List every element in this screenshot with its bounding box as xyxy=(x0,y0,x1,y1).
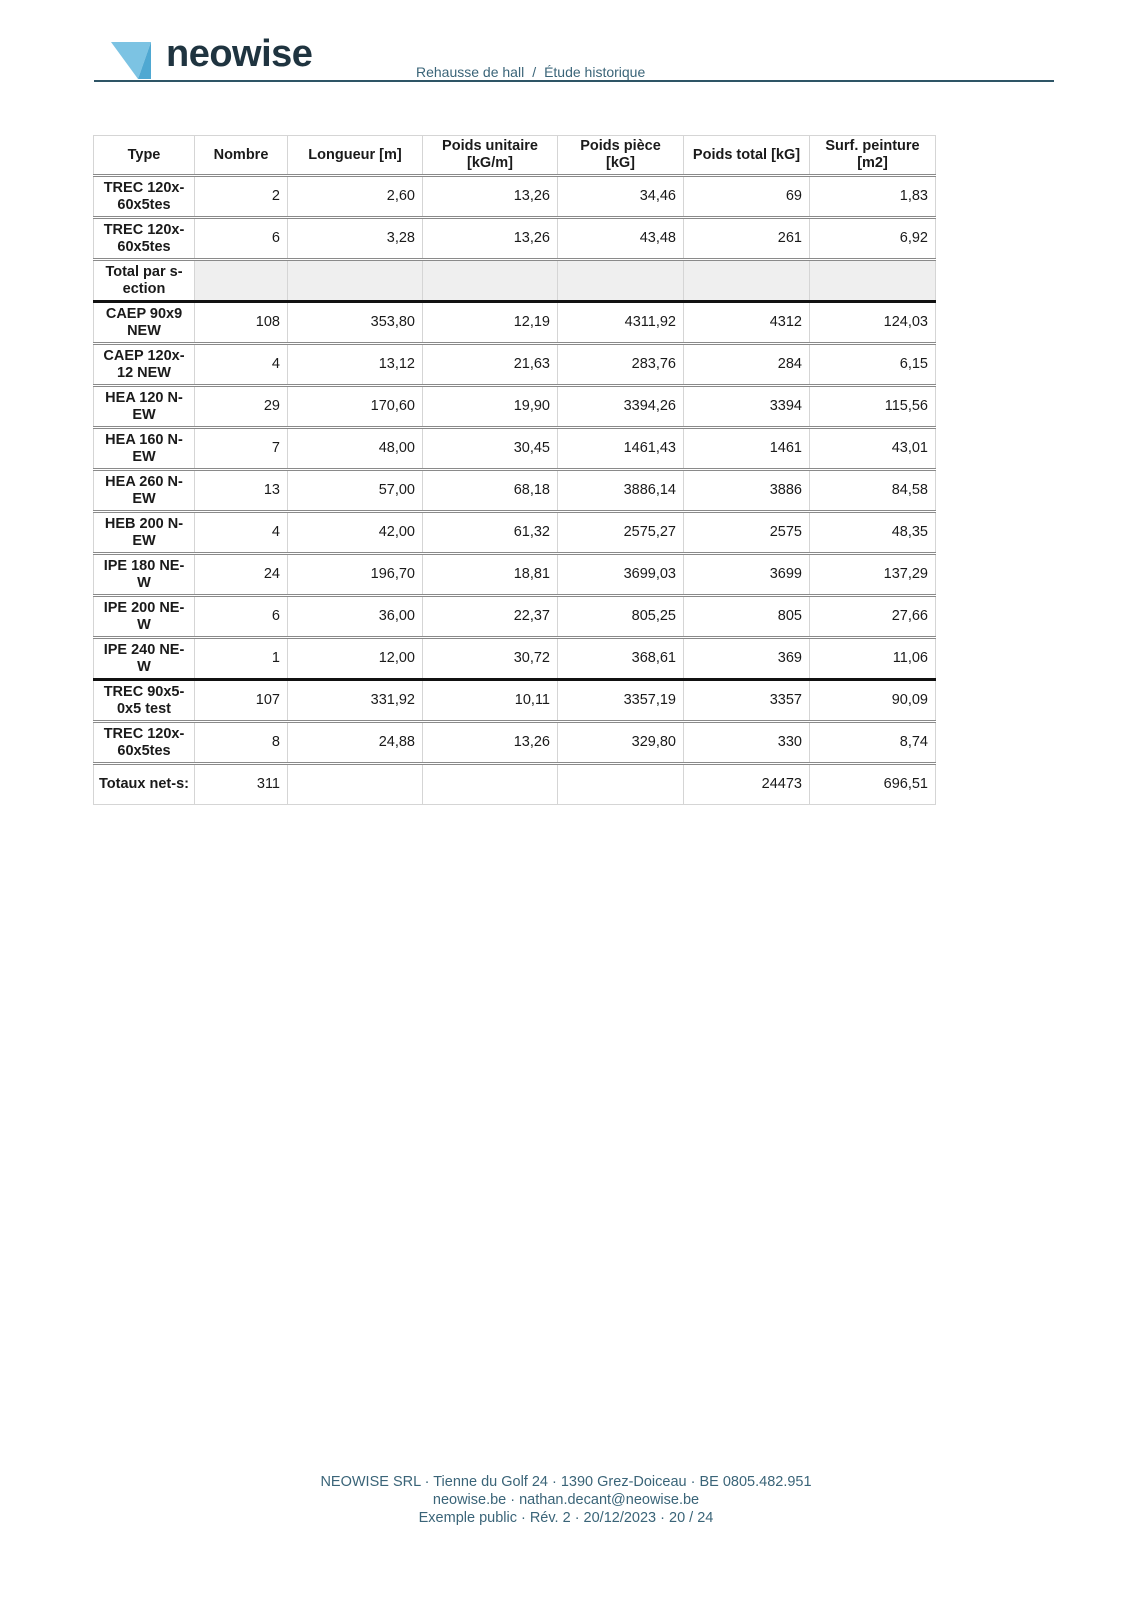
cell-poids-total: 284 xyxy=(684,344,810,386)
cell-nombre: 4 xyxy=(195,512,288,554)
cell-poids-unitaire: 12,19 xyxy=(423,302,558,344)
cell-type: TREC 90x5-0x5 test xyxy=(94,680,195,722)
cell-poids-unitaire: 10,11 xyxy=(423,680,558,722)
cell-poids-total: 3357 xyxy=(684,680,810,722)
cell-nombre: 29 xyxy=(195,386,288,428)
cell-nombre: 8 xyxy=(195,722,288,764)
cell-poids-total: 330 xyxy=(684,722,810,764)
cell-nombre: 6 xyxy=(195,218,288,260)
cell-poids-piece: 283,76 xyxy=(558,344,684,386)
cell-type: IPE 200 NE-W xyxy=(94,596,195,638)
cell-longueur: 42,00 xyxy=(288,512,423,554)
cell-longueur: 57,00 xyxy=(288,470,423,512)
cell-nombre: 311 xyxy=(195,764,288,805)
cell-longueur: 12,00 xyxy=(288,638,423,680)
cell-surf-peinture: 84,58 xyxy=(810,470,936,512)
neowise-logo-icon xyxy=(111,40,151,80)
column-header-nombre: Nombre xyxy=(195,136,288,176)
table-row xyxy=(94,386,936,428)
cell-surf-peinture: 124,03 xyxy=(810,302,936,344)
cell-poids-total: 69 xyxy=(684,176,810,218)
cell-poids-piece: 34,46 xyxy=(558,176,684,218)
cell-longueur: 13,12 xyxy=(288,344,423,386)
cell-longueur: 196,70 xyxy=(288,554,423,596)
cell-poids-total: 24473 xyxy=(684,764,810,805)
cell-poids-total: 2575 xyxy=(684,512,810,554)
cell-type: Totaux net-s: xyxy=(94,764,195,805)
cell-type: CAEP 90x9 NEW xyxy=(94,302,195,344)
table-body xyxy=(94,176,936,805)
cell-longueur: 353,80 xyxy=(288,302,423,344)
cell-poids-unitaire: 30,45 xyxy=(423,428,558,470)
cell-poids-unitaire: 61,32 xyxy=(423,512,558,554)
cell-poids-piece: 368,61 xyxy=(558,638,684,680)
cell-nombre: 6 xyxy=(195,596,288,638)
cell-longueur: 331,92 xyxy=(288,680,423,722)
cell-poids-unitaire: 21,63 xyxy=(423,344,558,386)
cell-surf-peinture: 696,51 xyxy=(810,764,936,805)
column-header-longueur: Longueur [m] xyxy=(288,136,423,176)
cell-nombre: 24 xyxy=(195,554,288,596)
cell-nombre: 7 xyxy=(195,428,288,470)
cell-type: TREC 120x-60x5tes xyxy=(94,218,195,260)
cell-poids-total: 3699 xyxy=(684,554,810,596)
cell-nombre: 13 xyxy=(195,470,288,512)
cell-surf-peinture xyxy=(810,260,936,302)
footer-contact-line: neowise.be · nathan.decant@neowise.be xyxy=(432,1492,700,1508)
cell-poids-total: 369 xyxy=(684,638,810,680)
table-row xyxy=(94,218,936,260)
cell-poids-piece xyxy=(558,764,684,805)
table-row xyxy=(94,554,936,596)
cell-poids-total: 1461 xyxy=(684,428,810,470)
page-footer xyxy=(0,1473,1132,1527)
table-row xyxy=(94,680,936,722)
cell-poids-piece: 3357,19 xyxy=(558,680,684,722)
column-header-type: Type xyxy=(94,136,195,176)
table-header-row xyxy=(94,136,936,176)
cell-poids-total: 3394 xyxy=(684,386,810,428)
cell-poids-unitaire: 18,81 xyxy=(423,554,558,596)
cell-longueur xyxy=(288,764,423,805)
cell-type: HEB 200 N-EW xyxy=(94,512,195,554)
cell-nombre: 4 xyxy=(195,344,288,386)
cell-surf-peinture: 43,01 xyxy=(810,428,936,470)
cell-surf-peinture: 137,29 xyxy=(810,554,936,596)
cell-poids-piece: 3886,14 xyxy=(558,470,684,512)
header-divider xyxy=(94,80,1054,82)
cell-surf-peinture: 1,83 xyxy=(810,176,936,218)
cell-poids-piece: 1461,43 xyxy=(558,428,684,470)
table-row xyxy=(94,512,936,554)
parts-table xyxy=(93,135,936,805)
column-header-poids-unitaire: Poids unitaire [kG/m] xyxy=(423,136,558,176)
cell-longueur: 36,00 xyxy=(288,596,423,638)
document-breadcrumb xyxy=(416,64,645,80)
cell-longueur: 24,88 xyxy=(288,722,423,764)
table-row xyxy=(94,764,936,805)
cell-nombre: 2 xyxy=(195,176,288,218)
cell-type: Total par s-ection xyxy=(94,260,195,302)
cell-poids-piece: 4311,92 xyxy=(558,302,684,344)
cell-nombre: 107 xyxy=(195,680,288,722)
section-total-row xyxy=(94,260,936,302)
cell-poids-piece: 2575,27 xyxy=(558,512,684,554)
table-row xyxy=(94,344,936,386)
table-row xyxy=(94,638,936,680)
cell-poids-piece: 43,48 xyxy=(558,218,684,260)
cell-poids-total: 4312 xyxy=(684,302,810,344)
cell-type: IPE 180 NE-W xyxy=(94,554,195,596)
cell-surf-peinture: 8,74 xyxy=(810,722,936,764)
cell-poids-unitaire: 30,72 xyxy=(423,638,558,680)
table-row xyxy=(94,428,936,470)
cell-poids-unitaire: 13,26 xyxy=(423,176,558,218)
cell-surf-peinture: 6,15 xyxy=(810,344,936,386)
cell-surf-peinture: 115,56 xyxy=(810,386,936,428)
cell-poids-piece xyxy=(558,260,684,302)
cell-longueur: 170,60 xyxy=(288,386,423,428)
cell-type: HEA 260 N-EW xyxy=(94,470,195,512)
cell-surf-peinture: 27,66 xyxy=(810,596,936,638)
cell-longueur: 48,00 xyxy=(288,428,423,470)
cell-poids-piece: 329,80 xyxy=(558,722,684,764)
cell-poids-total: 805 xyxy=(684,596,810,638)
cell-longueur: 3,28 xyxy=(288,218,423,260)
cell-type: HEA 160 N-EW xyxy=(94,428,195,470)
cell-poids-unitaire: 19,90 xyxy=(423,386,558,428)
cell-poids-unitaire xyxy=(423,260,558,302)
cell-surf-peinture: 11,06 xyxy=(810,638,936,680)
table-row xyxy=(94,302,936,344)
cell-surf-peinture: 6,92 xyxy=(810,218,936,260)
cell-nombre: 108 xyxy=(195,302,288,344)
cell-poids-total xyxy=(684,260,810,302)
cell-type: TREC 120x-60x5tes xyxy=(94,176,195,218)
column-header-poids-total: Poids total [kG] xyxy=(684,136,810,176)
footer-company-line: NEOWISE SRL · Tienne du Golf 24 · 1390 Grez-Doiceau · BE 0805.482.951 xyxy=(320,1474,812,1490)
cell-type: HEA 120 N-EW xyxy=(94,386,195,428)
cell-nombre xyxy=(195,260,288,302)
cell-nombre: 1 xyxy=(195,638,288,680)
logo-wordmark: neowise xyxy=(166,33,313,75)
cell-type: IPE 240 NE-W xyxy=(94,638,195,680)
cell-poids-piece: 805,25 xyxy=(558,596,684,638)
table-row xyxy=(94,470,936,512)
cell-surf-peinture: 90,09 xyxy=(810,680,936,722)
breadcrumb-document: Étude historique xyxy=(544,64,646,80)
cell-surf-peinture: 48,35 xyxy=(810,512,936,554)
table-row xyxy=(94,176,936,218)
breadcrumb-separator: / xyxy=(532,64,537,80)
cell-poids-total: 3886 xyxy=(684,470,810,512)
cell-poids-unitaire: 22,37 xyxy=(423,596,558,638)
cell-poids-unitaire: 68,18 xyxy=(423,470,558,512)
cell-longueur: 2,60 xyxy=(288,176,423,218)
column-header-surf-peinture: Surf. peinture [m2] xyxy=(810,136,936,176)
cell-poids-unitaire: 13,26 xyxy=(423,218,558,260)
cell-longueur xyxy=(288,260,423,302)
cell-poids-total: 261 xyxy=(684,218,810,260)
cell-type: CAEP 120x-12 NEW xyxy=(94,344,195,386)
cell-poids-unitaire xyxy=(423,764,558,805)
table-row xyxy=(94,596,936,638)
footer-revision-line: Exemple public · Rév. 2 · 20/12/2023 · 20 / 24 xyxy=(418,1510,714,1526)
table-row xyxy=(94,722,936,764)
cell-poids-piece: 3394,26 xyxy=(558,386,684,428)
cell-poids-unitaire: 13,26 xyxy=(423,722,558,764)
cell-type: TREC 120x-60x5tes xyxy=(94,722,195,764)
column-header-poids-piece: Poids pièce [kG] xyxy=(558,136,684,176)
cell-poids-piece: 3699,03 xyxy=(558,554,684,596)
breadcrumb-project: Rehausse de hall xyxy=(416,64,525,80)
